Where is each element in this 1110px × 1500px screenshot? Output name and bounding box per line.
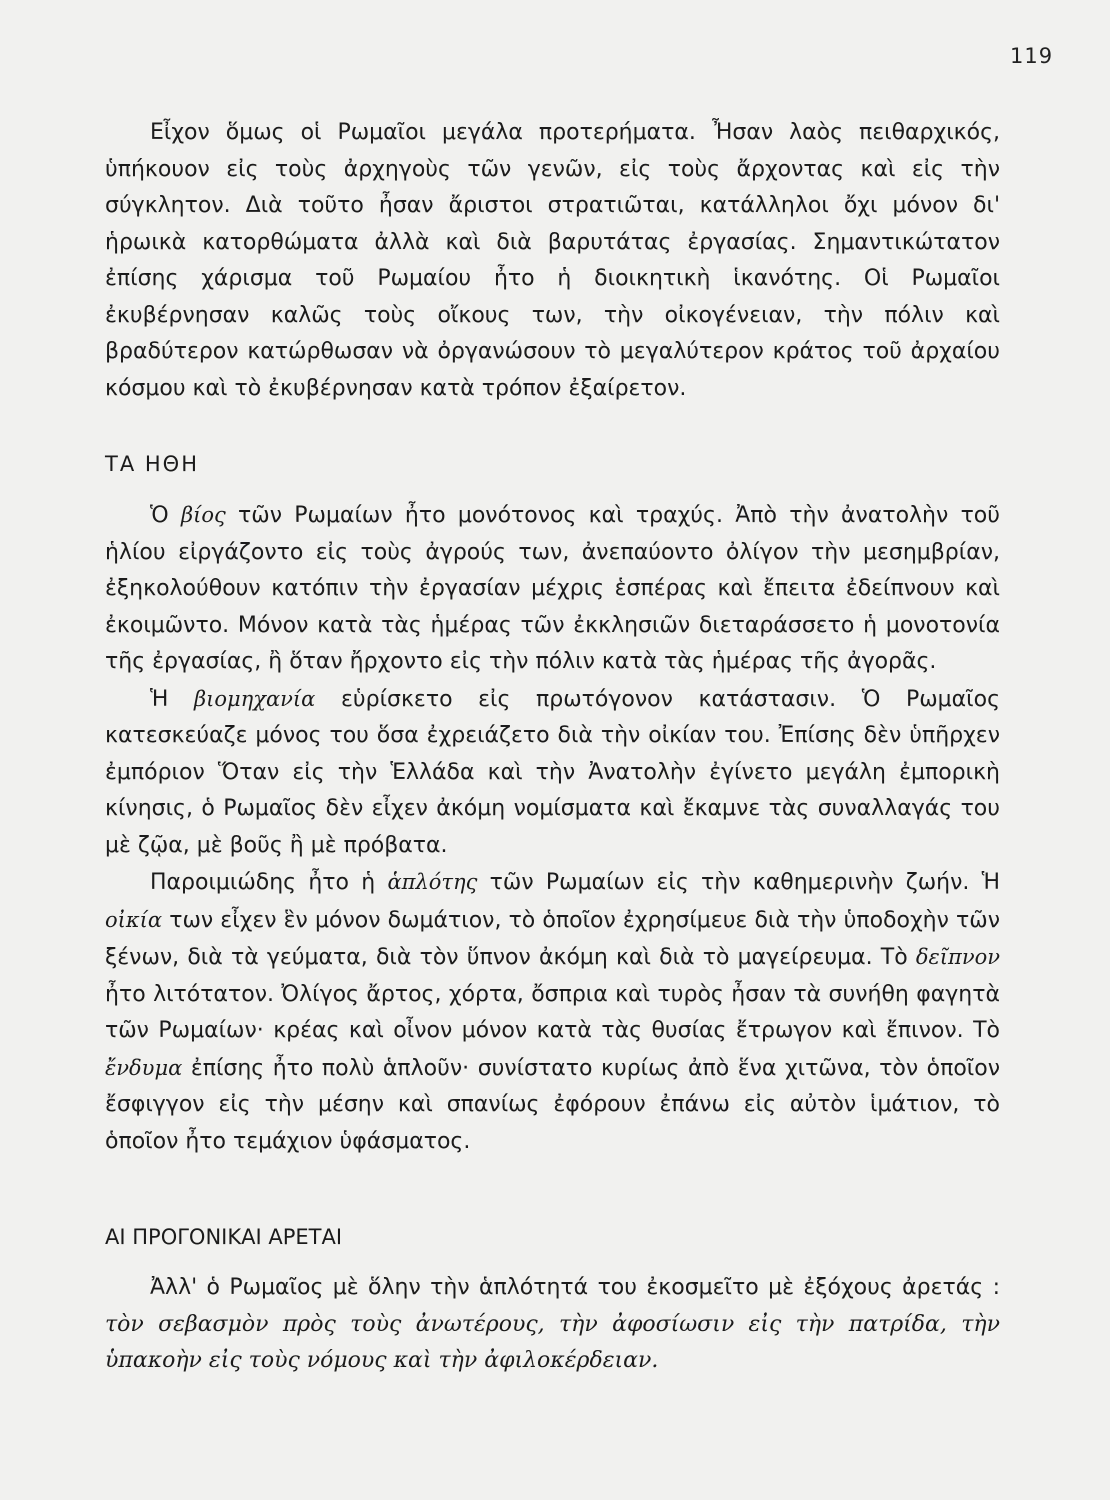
emphasis-term-dinner: δεῖπνον <box>915 945 1000 969</box>
text-span: Ὁ <box>150 503 181 528</box>
emphasis-term-simplicity: ἁπλότης <box>387 870 478 894</box>
customs-paragraph-simplicity <box>105 864 1000 1160</box>
text-span: των εἶχεν ἓν μόνον δωμάτιον, τὸ ὁποῖον ἐχρησίμευε διὰ τὴν ὑποδοχὴν τῶν ξένων, διὰ τὰ γεύματα, διὰ τὸν ὕπνον ἀκόμη καὶ διὰ τὸ μαγείρευμα. Τὸ <box>105 907 1000 970</box>
section-heading-virtues: ΑΙ ΠΡΟΓΟΝΙΚΑΙ ΑΡΕΤΑΙ <box>105 1225 343 1249</box>
emphasis-term-life: βίος <box>180 503 226 527</box>
text-span: εὑρίσκετο εἰς πρωτόγονον κατάστασιν. Ὁ Ρωμαῖος κατεσκεύαζε μόνος του ὅσα ἐχρειάζετο διὰ τὴν οἰκίαν του. Ἐπίσης δὲν ὑπῆρχεν ἐμπόριον Ὅταν εἰς τὴν Ἑλλάδα καὶ τὴν Ἀνατολὴν ἐγίνετο μεγάλη ἐμπορικὴ κίνησις, ὁ Ρωμαῖος δὲν εἶχεν ἀκόμη νομίσματα καὶ ἔκαμνε τὰς συναλλαγάς του μὲ ζῷα, μὲ βοῦς ἢ μὲ πρόβατα. <box>105 686 1001 858</box>
intro-section <box>105 115 1000 407</box>
emphasis-term-industry: βιομηχανία <box>194 686 316 711</box>
section-heading-customs: ΤΑ ΗΘΗ <box>105 452 199 476</box>
page-number: 119 <box>1010 44 1054 68</box>
virtues-section <box>105 1270 1000 1380</box>
customs-section <box>105 497 1000 1160</box>
emphasis-virtues-list: τὸν σεβασμὸν πρὸς τοὺς ἀνωτέρους, τὴν ἀφοσίωσιν εἰς τὴν πατρίδα, τὴν ὑπακοὴν εἰς τοὺς νόμους καὶ τὴν ἀφιλοκέρδειαν. <box>105 1311 1000 1373</box>
text-span: Ἡ <box>150 686 195 712</box>
text-span: Ἀλλ' ὁ Ρωμαῖος μὲ ὅλην τὴν ἁπλότητά του ἐκοσμεῖτο μὲ ἐξόχους ἀρετάς : <box>150 1275 1000 1300</box>
customs-paragraph-life <box>105 497 1000 681</box>
emphasis-term-house: οἰκία <box>105 907 163 932</box>
text-span: Παροιμιώδης ἦτο ἡ <box>150 870 388 895</box>
customs-paragraph-industry <box>105 681 1000 865</box>
intro-paragraph: Εἶχον ὅμως οἱ Ρωμαῖοι μεγάλα προτερήματα. Ἦσαν λαὸς πειθαρχικός, ὑπήκουον εἰς τοὺς ἀρχηγοὺς τῶν γενῶν, εἰς τοὺς ἄρχοντας καὶ εἰς τὴν σύγκλητον. Διὰ τοῦτο ἦσαν ἄριστοι στρατιῶται, κατάλληλοι ὄχι μόνον δι' ἡρωικὰ κατορθώματα ἀλλὰ καὶ διὰ βαρυτάτας ἐργασίας. Σημαντικώτατον ἐπίσης χάρισμα τοῦ Ρωμαίου ἦτο ἡ διοικητικὴ ἱκανότης. Οἱ Ρωμαῖοι ἐκυβέρνησαν καλῶς τοὺς οἴκους των, τὴν οἰκογένειαν, τὴν πόλιν καὶ βραδύτερον κατώρθωσαν νὰ ὀργανώσουν τὸ μεγαλύτερον κράτος τοῦ ἀρχαίου κόσμου καὶ τὸ ἐκυβέρνησαν κατὰ τρόπον ἐξαίρετον. <box>105 120 1000 401</box>
text-span: τῶν Ρωμαίων εἰς τὴν καθημερινὴν ζωήν. Ἡ <box>477 870 1000 895</box>
text-span: ἦτο λιτότατον. Ὀλίγος ἄρτος, χόρτα, ὄσπρια καὶ τυρὸς ἦσαν τὰ συνήθη φαγητὰ τῶν Ρωμαίων· κρέας καὶ οἶνον μόνον κατὰ τὰς θυσίας ἔτρωγον καὶ ἔπινον. Τὸ <box>105 981 1000 1043</box>
text-span: τῶν Ρωμαίων ἦτο μονότονος καὶ τραχύς. Ἀπὸ τὴν ἀνατολὴν τοῦ ἡλίου εἰργάζοντο εἰς τοὺς ἀγρούς των, ἀνεπαύοντο ὀλίγον τὴν μεσημβρίαν, ἐξηκολούθουν κατόπιν τὴν ἐργασίαν μέχρις ἑσπέρας καὶ ἔπειτα ἐδείπνουν καὶ ἐκοιμῶντο. Μόνον κατὰ τὰς ἡμέρας τῶν ἐκκλησιῶν διεταράσσετο ἡ μονοτονία τῆς ἐργασίας, ἢ ὅταν ἤρχοντο εἰς τὴν πόλιν κατὰ τὰς ἡμέρας τῆς ἀγορᾶς. <box>105 503 1000 674</box>
emphasis-term-clothing: ἔνδυμα <box>105 1055 183 1080</box>
text-span: ἐπίσης ἦτο πολὺ ἁπλοῦν· συνίστατο κυρίως ἀπὸ ἕνα χιτῶνα, τὸν ὁποῖον ἔσφιγγον εἰς τὴν μέσην καὶ σπανίως ἐφόρουν ἐπάνω εἰς αὐτὸν ἱμάτιον, τὸ ὁποῖον ἦτο τεμάχιον ὑφάσματος. <box>105 1055 1000 1154</box>
virtues-paragraph <box>105 1270 1000 1380</box>
